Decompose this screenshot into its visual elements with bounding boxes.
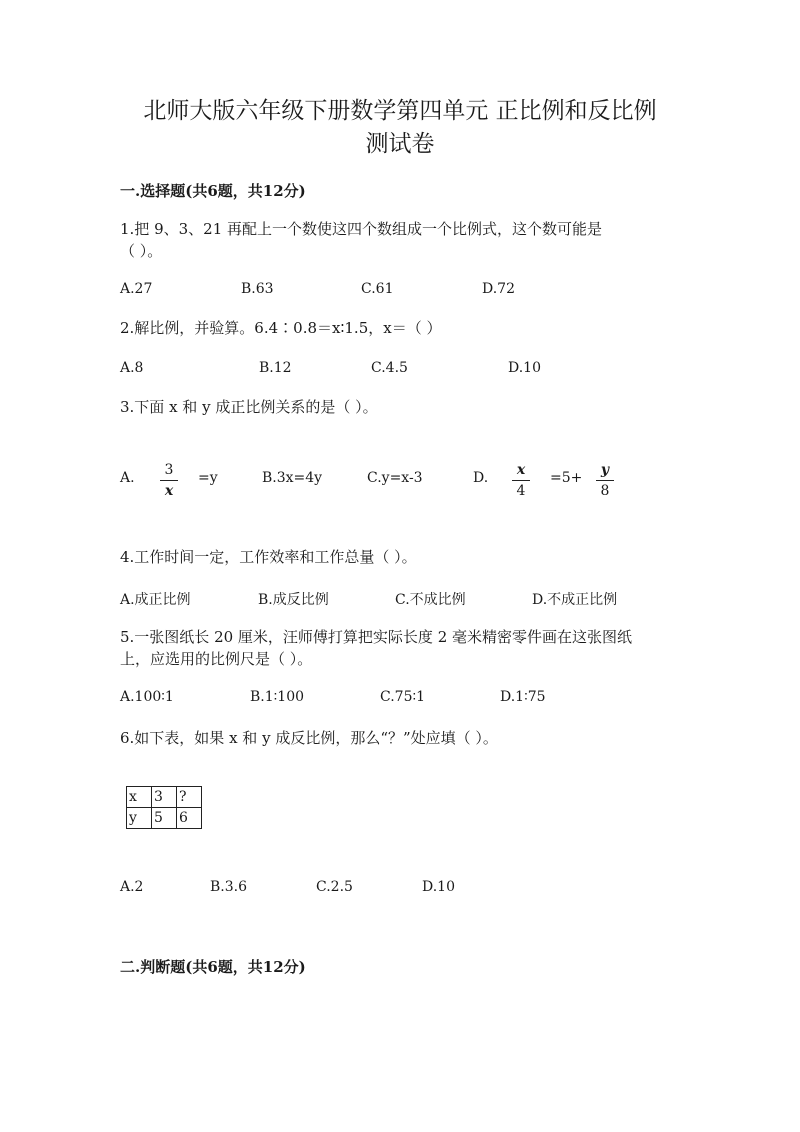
q5-option-c[interactable]: C.75∶1 <box>380 689 426 705</box>
xy-table <box>126 786 202 829</box>
q5-option-a[interactable]: A.100∶1 <box>120 689 174 705</box>
question-4-text: 4.工作时间一定，工作效率和工作总量（ ）。 <box>120 548 417 566</box>
q3-option-d-fraction-2 <box>596 462 614 499</box>
q3-option-d-label[interactable]: D. <box>473 470 489 486</box>
q3-option-d-fraction-1 <box>512 462 530 499</box>
q1-option-d[interactable]: D.72 <box>482 281 515 297</box>
q4-option-a[interactable]: A.成正比例 <box>120 592 191 608</box>
question-2-text: 2.解比例，并验算。6.4∶0.8＝x∶1.5，x＝（ ） <box>120 319 442 337</box>
q6-option-a[interactable]: A.2 <box>120 879 144 895</box>
q2-option-b[interactable]: B.12 <box>259 360 292 376</box>
section-heading-judgment: 二.判断题(共6题，共12分) <box>120 958 306 976</box>
table-cell: 5 <box>152 808 177 829</box>
q3-option-d-mid: =5+ <box>550 470 583 486</box>
q4-option-c[interactable]: C.不成比例 <box>395 592 466 608</box>
q6-option-d[interactable]: D.10 <box>422 879 455 895</box>
table-cell: 3 <box>152 787 177 808</box>
q3-option-b[interactable]: B.3x=4y <box>262 470 323 486</box>
table-cell: 6 <box>177 808 202 829</box>
table-cell: ? <box>177 787 202 808</box>
table-row <box>127 787 202 808</box>
page-title: 北师大版六年级下册数学第四单元 正比例和反比例 <box>143 98 657 124</box>
table-row <box>127 808 202 829</box>
q3-option-c[interactable]: C.y=x-3 <box>367 470 423 486</box>
table-cell: x <box>127 787 152 808</box>
question-6-text: 6.如下表，如果 x 和 y 成反比例，那么“？”处应填（ ）。 <box>120 729 498 747</box>
q1-option-c[interactable]: C.61 <box>361 281 394 297</box>
q2-option-a[interactable]: A.8 <box>120 360 144 376</box>
q2-option-d[interactable]: D.10 <box>508 360 541 376</box>
fraction-denominator: 4 <box>512 480 530 499</box>
q3-option-a-label[interactable]: A. <box>120 470 135 486</box>
q4-option-d[interactable]: D.不成正比例 <box>532 592 618 608</box>
fraction-numerator: 3 <box>164 462 174 478</box>
q6-option-b[interactable]: B.3.6 <box>210 879 248 895</box>
q3-option-a-tail: =y <box>198 470 218 486</box>
q1-option-a[interactable]: A.27 <box>120 281 153 297</box>
question-1-text: 1.把 9、3、21 再配上一个数使这四个数组成一个比例式，这个数可能是 <box>120 220 603 238</box>
question-3-text: 3.下面 x 和 y 成正比例关系的是（ ）。 <box>120 398 378 416</box>
q1-option-b[interactable]: B.63 <box>241 281 274 297</box>
q4-option-b[interactable]: B.成反比例 <box>258 592 329 608</box>
section-heading-choice: 一.选择题(共6题，共12分) <box>120 182 306 200</box>
q3-option-a-fraction <box>160 462 178 499</box>
question-5-text-cont: 上，应选用的比例尺是（ ）。 <box>120 650 313 668</box>
table-cell: y <box>127 808 152 829</box>
fraction-numerator: x <box>516 462 526 478</box>
fraction-denominator: 8 <box>596 480 614 499</box>
question-5-text: 5.一张图纸长 20 厘米，汪师傅打算把实际长度 2 毫米精密零件画在这张图纸 <box>120 628 633 646</box>
q2-option-c[interactable]: C.4.5 <box>371 360 408 376</box>
q5-option-b[interactable]: B.1∶100 <box>250 689 305 705</box>
q5-option-d[interactable]: D.1∶75 <box>500 689 546 705</box>
q6-option-c[interactable]: C.2.5 <box>316 879 353 895</box>
fraction-numerator: y <box>600 462 610 478</box>
fraction-denominator: x <box>160 480 178 499</box>
page-title-line2: 测试卷 <box>365 131 435 157</box>
question-1-text-cont: （ ）。 <box>120 242 163 260</box>
